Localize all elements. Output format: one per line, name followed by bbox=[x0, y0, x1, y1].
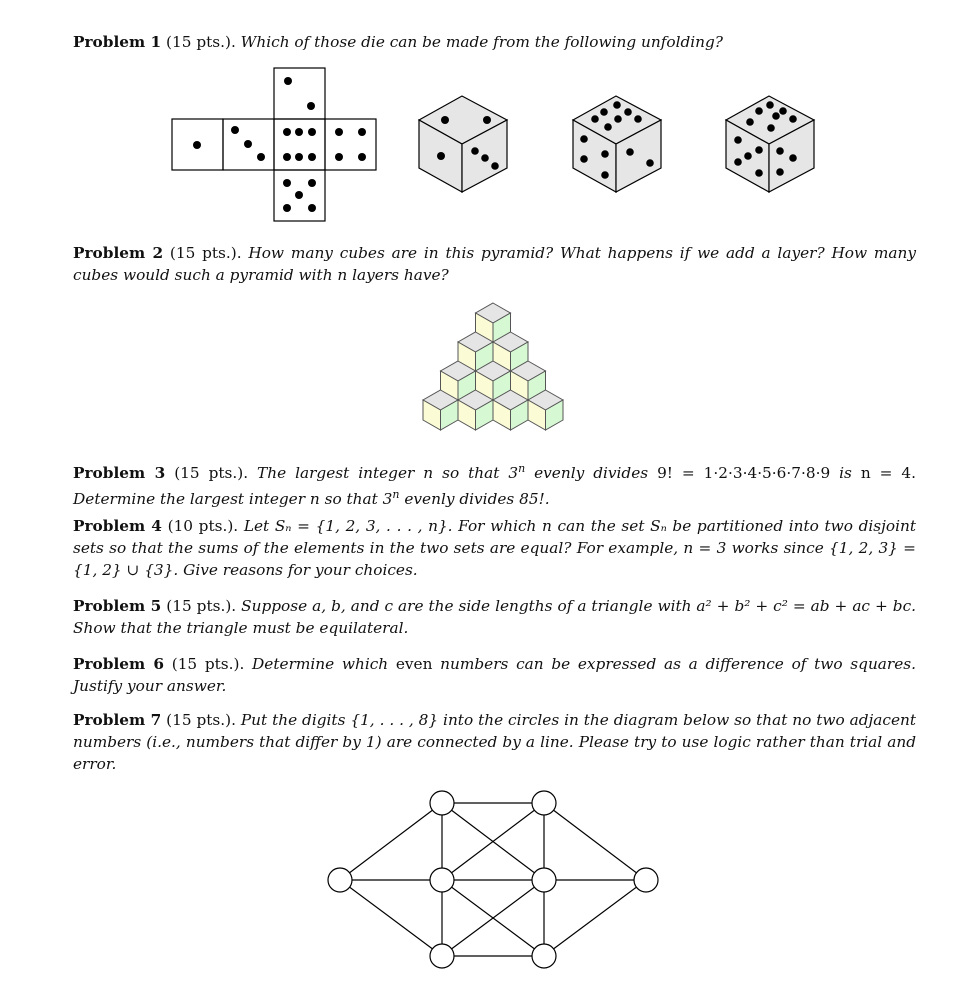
problem-3-math-b: 9! = 1·2·3·4·5·6·7·8·9 bbox=[657, 464, 831, 483]
graph-node bbox=[430, 868, 454, 892]
problem-6 bbox=[73, 653, 916, 697]
problem-3-text-b: evenly divides bbox=[525, 464, 658, 483]
graph-node bbox=[532, 791, 556, 815]
problem-6-text-b: numbers can be expressed as a difference of two squares. Justify your answer. bbox=[73, 655, 916, 695]
pyramid-cube bbox=[441, 361, 476, 401]
pyramid-cube bbox=[528, 390, 563, 430]
problem-1-pts: (15 pts.). bbox=[161, 33, 236, 51]
pyramid-cube bbox=[458, 332, 493, 372]
problem-5 bbox=[73, 595, 916, 639]
die-option-1 bbox=[416, 92, 516, 202]
problem-3-text-c: is bbox=[830, 464, 861, 483]
problem-7-text: Put the digits {1, . . . , 8} into the circles in the diagram below so that no two adjacent numbers (i.e., numbers that differ by 1) are connected by a line. Please try to use logic rather than trial and error. bbox=[73, 711, 916, 773]
problem-3-pts: (15 pts.). bbox=[165, 464, 249, 483]
problem-7-pts: (15 pts.). bbox=[161, 711, 236, 729]
problem-7-head: Problem 7 bbox=[73, 711, 162, 729]
problem-3-text-a: The largest integer n so that 3 bbox=[248, 464, 519, 483]
die-option-3 bbox=[723, 92, 823, 202]
problem-4-text: Let Sₙ = {1, 2, 3, . . . , n}. For which n can the set Sₙ be partitioned into two disjoint sets so that the sums of the elements in the two sets are equal? For example, n = 3 works since {1, 2, 3} = {1, 2} ∪ {3}. Give reasons for your choices. bbox=[73, 517, 916, 579]
graph-node bbox=[532, 944, 556, 968]
problem-5-pts: (15 pts.). bbox=[161, 597, 237, 615]
problem-2-pts: (15 pts.). bbox=[163, 244, 242, 262]
pyramid-cube bbox=[476, 303, 511, 343]
problem-3 bbox=[73, 458, 916, 510]
problem-2-text: How many cubes are in this pyramid? What happens if we add a layer? How many cubes would such a pyramid with n layers have? bbox=[73, 244, 916, 284]
problem-3-text-d: Determine the largest integer n so that 3 bbox=[73, 490, 393, 509]
problem-3-sup-d: n bbox=[392, 488, 400, 502]
graph-node bbox=[634, 868, 658, 892]
problem-7 bbox=[73, 709, 916, 775]
graph-node bbox=[532, 868, 556, 892]
problem-5-head: Problem 5 bbox=[73, 597, 162, 615]
problem-4-pts: (10 pts.). bbox=[161, 517, 239, 535]
problem-1 bbox=[73, 31, 916, 53]
problem-3-math-c: n = 4. bbox=[860, 464, 917, 483]
problem-2 bbox=[73, 242, 916, 286]
problem-6-text-a: Determine which bbox=[244, 655, 389, 673]
problem-3-text-e: evenly divides 85!. bbox=[399, 490, 550, 509]
graph-node bbox=[430, 791, 454, 815]
problem-6-roman: even bbox=[388, 655, 441, 673]
pyramid-cube bbox=[423, 390, 458, 430]
pyramid-cube bbox=[458, 390, 493, 430]
graph-node bbox=[430, 944, 454, 968]
problem-5-text: Suppose a, b, and c are the side lengths of a triangle with a² + b² + c² = ab + ac + bc. Show that the triangle must be equilateral. bbox=[73, 597, 916, 637]
problem-4 bbox=[73, 515, 916, 581]
problem-4-head: Problem 4 bbox=[73, 517, 162, 535]
problem-2-head: Problem 2 bbox=[73, 244, 164, 262]
die-option-2 bbox=[570, 92, 670, 202]
graph-node bbox=[328, 868, 352, 892]
problem-1-text: Which of those die can be made from the following unfolding? bbox=[235, 33, 723, 51]
problem-6-pts: (15 pts.). bbox=[164, 655, 245, 673]
problem-3-head: Problem 3 bbox=[73, 464, 166, 483]
pyramid-cube bbox=[493, 390, 528, 430]
problem-3-sup-a: n bbox=[518, 462, 526, 475]
pyramid-cube bbox=[476, 361, 511, 401]
problem-6-head: Problem 6 bbox=[73, 655, 165, 673]
problem-1-head: Problem 1 bbox=[73, 33, 162, 51]
pyramid-cube bbox=[511, 361, 546, 401]
pyramid-cube bbox=[493, 332, 528, 372]
